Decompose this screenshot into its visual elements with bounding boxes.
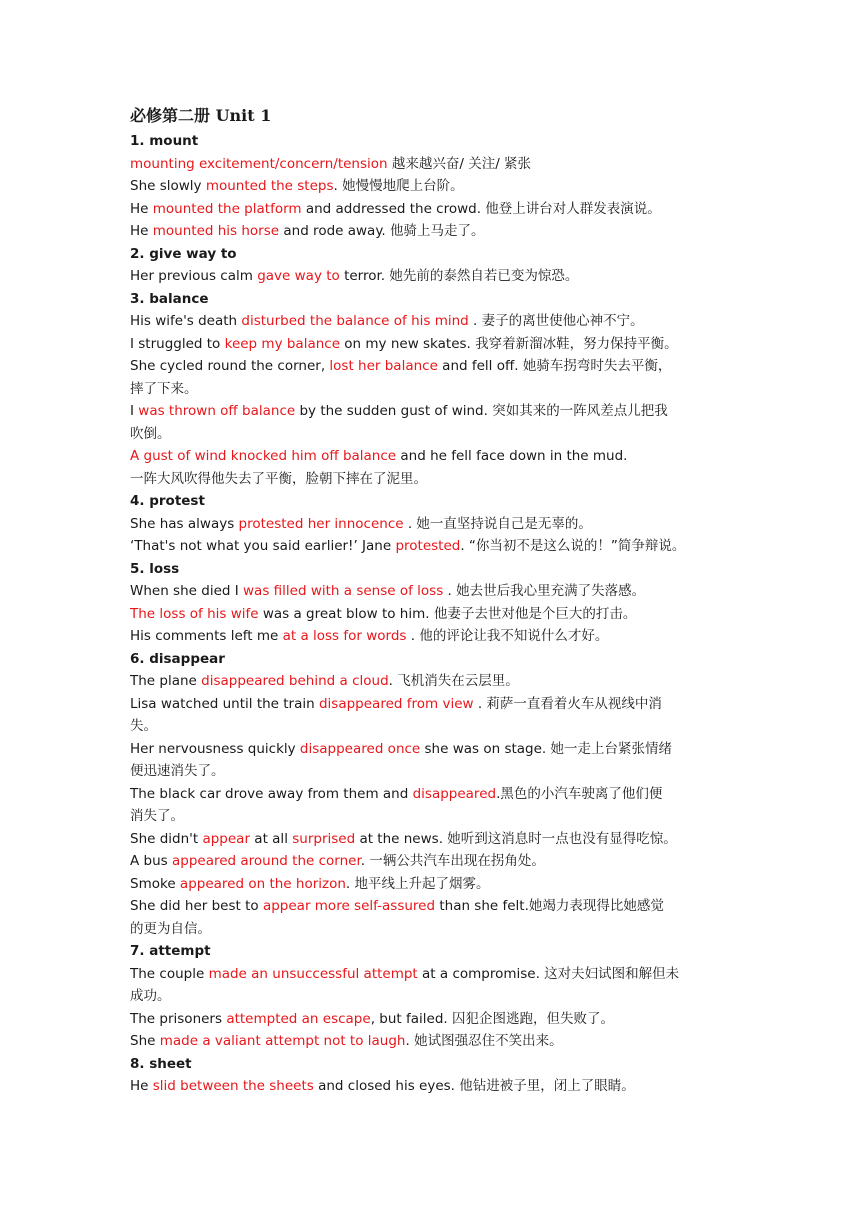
text-segment: She did her best to: [130, 898, 263, 914]
text-segment: He: [130, 200, 153, 217]
highlighted-phrase: disappeared once: [299, 740, 421, 757]
example-line: [130, 1030, 735, 1053]
text-segment: When she died I: [130, 583, 244, 599]
text-segment: at all: [250, 830, 293, 847]
highlighted-phrase: lost her balance: [329, 358, 438, 374]
text-segment: and rode away. 他骑上马走了。: [279, 223, 485, 239]
example-line: [130, 445, 735, 468]
text-segment: 成功。: [130, 988, 171, 1004]
entry-heading: [130, 940, 735, 963]
example-line: [130, 1075, 735, 1098]
text-segment: she was on stage. 她一走上台紧张情绪: [420, 740, 673, 757]
text-segment: Smoke: [130, 875, 180, 892]
text-segment: She slowly: [130, 178, 206, 194]
example-line: [130, 535, 735, 558]
example-line: [130, 220, 735, 243]
text-segment: 6. disappear: [130, 650, 225, 667]
text-segment: and fell off. 她骑车拐弯时失去平衡，: [437, 358, 672, 374]
text-segment: . 妻子的离世使他心神不宁。: [468, 313, 644, 329]
text-segment: by the sudden gust of wind. 突如其来的一阵风差点儿把我: [295, 403, 668, 419]
text-segment: . “你当初不是这么说的！”简争辩说。: [460, 538, 686, 554]
example-line: [130, 625, 735, 648]
document-page: [130, 104, 735, 1098]
text-segment: His comments left me: [130, 628, 283, 644]
text-segment: 7. attempt: [130, 943, 211, 959]
highlighted-phrase: disappeared: [412, 785, 497, 802]
text-segment: . 她慢慢地爬上台阶。: [333, 178, 464, 194]
entry-heading: [130, 243, 735, 266]
highlighted-phrase: keep my balance: [224, 335, 340, 352]
text-segment: 消失了。: [130, 808, 184, 824]
text-segment: Lisa watched until the train: [130, 695, 319, 712]
text-segment: . 飞机消失在云层里。: [388, 673, 519, 689]
text-segment: 8. sheet: [130, 1055, 192, 1072]
example-line: [130, 760, 735, 783]
text-segment: He: [130, 223, 153, 239]
text-segment: Her previous calm: [130, 268, 258, 284]
text-segment: The couple: [130, 965, 209, 982]
example-line: [130, 715, 735, 738]
text-segment: 失。: [130, 718, 157, 734]
example-line: [130, 805, 735, 828]
text-segment: He: [130, 1078, 153, 1094]
highlighted-phrase: made a valiant attempt not to laugh: [159, 1033, 406, 1049]
text-segment: 4. protest: [130, 493, 205, 509]
example-line: [130, 468, 735, 491]
text-segment: 一阵大风吹得他失去了平衡，脸朝下摔在了泥里。: [130, 470, 427, 487]
entry-heading: [130, 1053, 735, 1076]
highlighted-phrase: appeared around the corner: [171, 853, 361, 869]
text-segment: 1. mount: [130, 133, 199, 149]
text-segment: 的更为自信。: [130, 920, 211, 937]
document-body: [130, 130, 735, 1098]
text-segment: and he fell face down in the mud.: [396, 448, 628, 464]
example-line: [130, 670, 735, 693]
example-line: [130, 580, 735, 603]
entry-heading: [130, 558, 735, 581]
text-segment: His wife's death: [130, 313, 242, 329]
highlighted-phrase: made an unsuccessful attempt: [208, 965, 418, 982]
example-line: [130, 873, 735, 896]
text-segment: on my new skates. 我穿着新溜冰鞋，努力保持平衡。: [340, 335, 678, 352]
text-segment: She: [130, 1033, 160, 1049]
highlighted-phrase: disturbed the balance of his mind: [241, 313, 469, 329]
example-line: [130, 783, 735, 806]
text-segment: was a great blow to him. 他妻子去世对他是个巨大的打击。: [258, 605, 637, 622]
text-segment: 3. balance: [130, 290, 209, 307]
example-line: [130, 513, 735, 536]
example-line: [130, 310, 735, 333]
highlighted-phrase: disappeared behind a cloud: [201, 673, 389, 689]
text-segment: . 地平线上升起了烟雾。: [345, 875, 490, 892]
text-segment: than she felt.她竭力表现得比她感觉: [435, 898, 664, 914]
text-segment: . 他的评论让我不知说什么才好。: [406, 628, 609, 644]
example-line: [130, 175, 735, 198]
text-segment: She cycled round the corner,: [130, 358, 330, 374]
text-segment: The plane: [130, 673, 202, 689]
highlighted-phrase: mounted the platform: [152, 200, 302, 217]
text-segment: and closed his eyes. 他钻进被子里，闭上了眼睛。: [313, 1078, 635, 1094]
example-line: [130, 985, 735, 1008]
highlighted-phrase: mounting excitement/concern/tension: [130, 155, 388, 172]
text-segment: and addressed the crowd. 他登上讲台对人群发表演说。: [301, 200, 661, 217]
highlighted-phrase: disappeared from view: [318, 695, 474, 712]
example-line: [130, 738, 735, 761]
highlighted-phrase: A gust of wind knocked him off balance: [130, 448, 397, 464]
highlighted-phrase: appear more self-assured: [262, 898, 436, 914]
text-segment: terror. 她先前的泰然自若已变为惊恐。: [339, 268, 579, 284]
text-segment: She didn't: [130, 830, 203, 847]
highlighted-phrase: was thrown off balance: [138, 403, 296, 419]
example-line: [130, 895, 735, 918]
text-segment: . 她试图强忍住不笑出来。: [405, 1033, 563, 1049]
highlighted-phrase: mounted the steps: [205, 178, 334, 194]
highlighted-phrase: surprised: [292, 830, 356, 847]
highlighted-phrase: mounted his horse: [152, 223, 280, 239]
text-segment: I: [130, 403, 139, 419]
example-line: [130, 963, 735, 986]
highlighted-phrase: gave way to: [257, 268, 340, 284]
example-line: [130, 265, 735, 288]
example-line: [130, 423, 735, 446]
example-line: [130, 918, 735, 941]
example-line: [130, 198, 735, 221]
highlighted-phrase: The loss of his wife: [130, 605, 259, 622]
highlighted-phrase: appeared on the horizon: [179, 875, 346, 892]
text-segment: Her nervousness quickly: [130, 740, 300, 757]
text-segment: I struggled to: [130, 335, 225, 352]
example-line: [130, 693, 735, 716]
entry-heading: [130, 130, 735, 153]
text-segment: 2. give way to: [130, 245, 237, 262]
example-line: [130, 828, 735, 851]
highlighted-phrase: slid between the sheets: [152, 1078, 314, 1094]
highlighted-phrase: appear: [202, 830, 251, 847]
example-line: [130, 850, 735, 873]
example-line: [130, 378, 735, 401]
text-segment: She has always: [130, 515, 239, 532]
highlighted-phrase: protested: [395, 538, 461, 554]
text-segment: A bus: [130, 853, 172, 869]
text-segment: ‘That's not what you said earlier!’ Jane: [130, 538, 396, 554]
text-segment: 吹倒。: [130, 425, 171, 442]
text-segment: The prisoners: [130, 1010, 227, 1027]
text-segment: at a compromise. 这对夫妇试图和解但未: [417, 965, 680, 982]
text-segment: . 莉萨一直看着火车从视线中消: [473, 695, 662, 712]
example-line: [130, 153, 735, 176]
example-line: [130, 1008, 735, 1031]
entry-heading: [130, 288, 735, 311]
highlighted-phrase: at a loss for words: [282, 628, 407, 644]
text-segment: . 她去世后我心里充满了失落感。: [443, 583, 646, 599]
text-segment: . 一辆公共汽车出现在拐角处。: [360, 853, 545, 869]
highlighted-phrase: attempted an escape: [226, 1010, 371, 1027]
text-segment: The black car drove away from them and: [130, 785, 413, 802]
text-segment: , but failed. 囚犯企图逃跑，但失败了。: [370, 1010, 614, 1027]
text-segment: . 她一直坚持说自己是无辜的。: [403, 515, 592, 532]
entry-heading: [130, 648, 735, 671]
highlighted-phrase: was filled with a sense of loss: [243, 583, 444, 599]
highlighted-phrase: protested her innocence: [238, 515, 404, 532]
example-line: [130, 400, 735, 423]
text-segment: 越来越兴奋/ 关注/ 紧张: [387, 155, 532, 172]
text-segment: 便迅速消失了。: [130, 763, 225, 779]
text-segment: at the news. 她听到这消息时一点也没有显得吃惊。: [355, 830, 677, 847]
text-segment: .黑色的小汽车驶离了他们便: [496, 785, 663, 802]
document-title: 必修第二册 Unit 1: [130, 106, 272, 125]
example-line: [130, 333, 735, 356]
text-segment: 摔了下来。: [130, 380, 198, 397]
example-line: [130, 355, 735, 378]
example-line: [130, 603, 735, 626]
entry-heading: [130, 490, 735, 513]
text-segment: 5. loss: [130, 560, 180, 577]
